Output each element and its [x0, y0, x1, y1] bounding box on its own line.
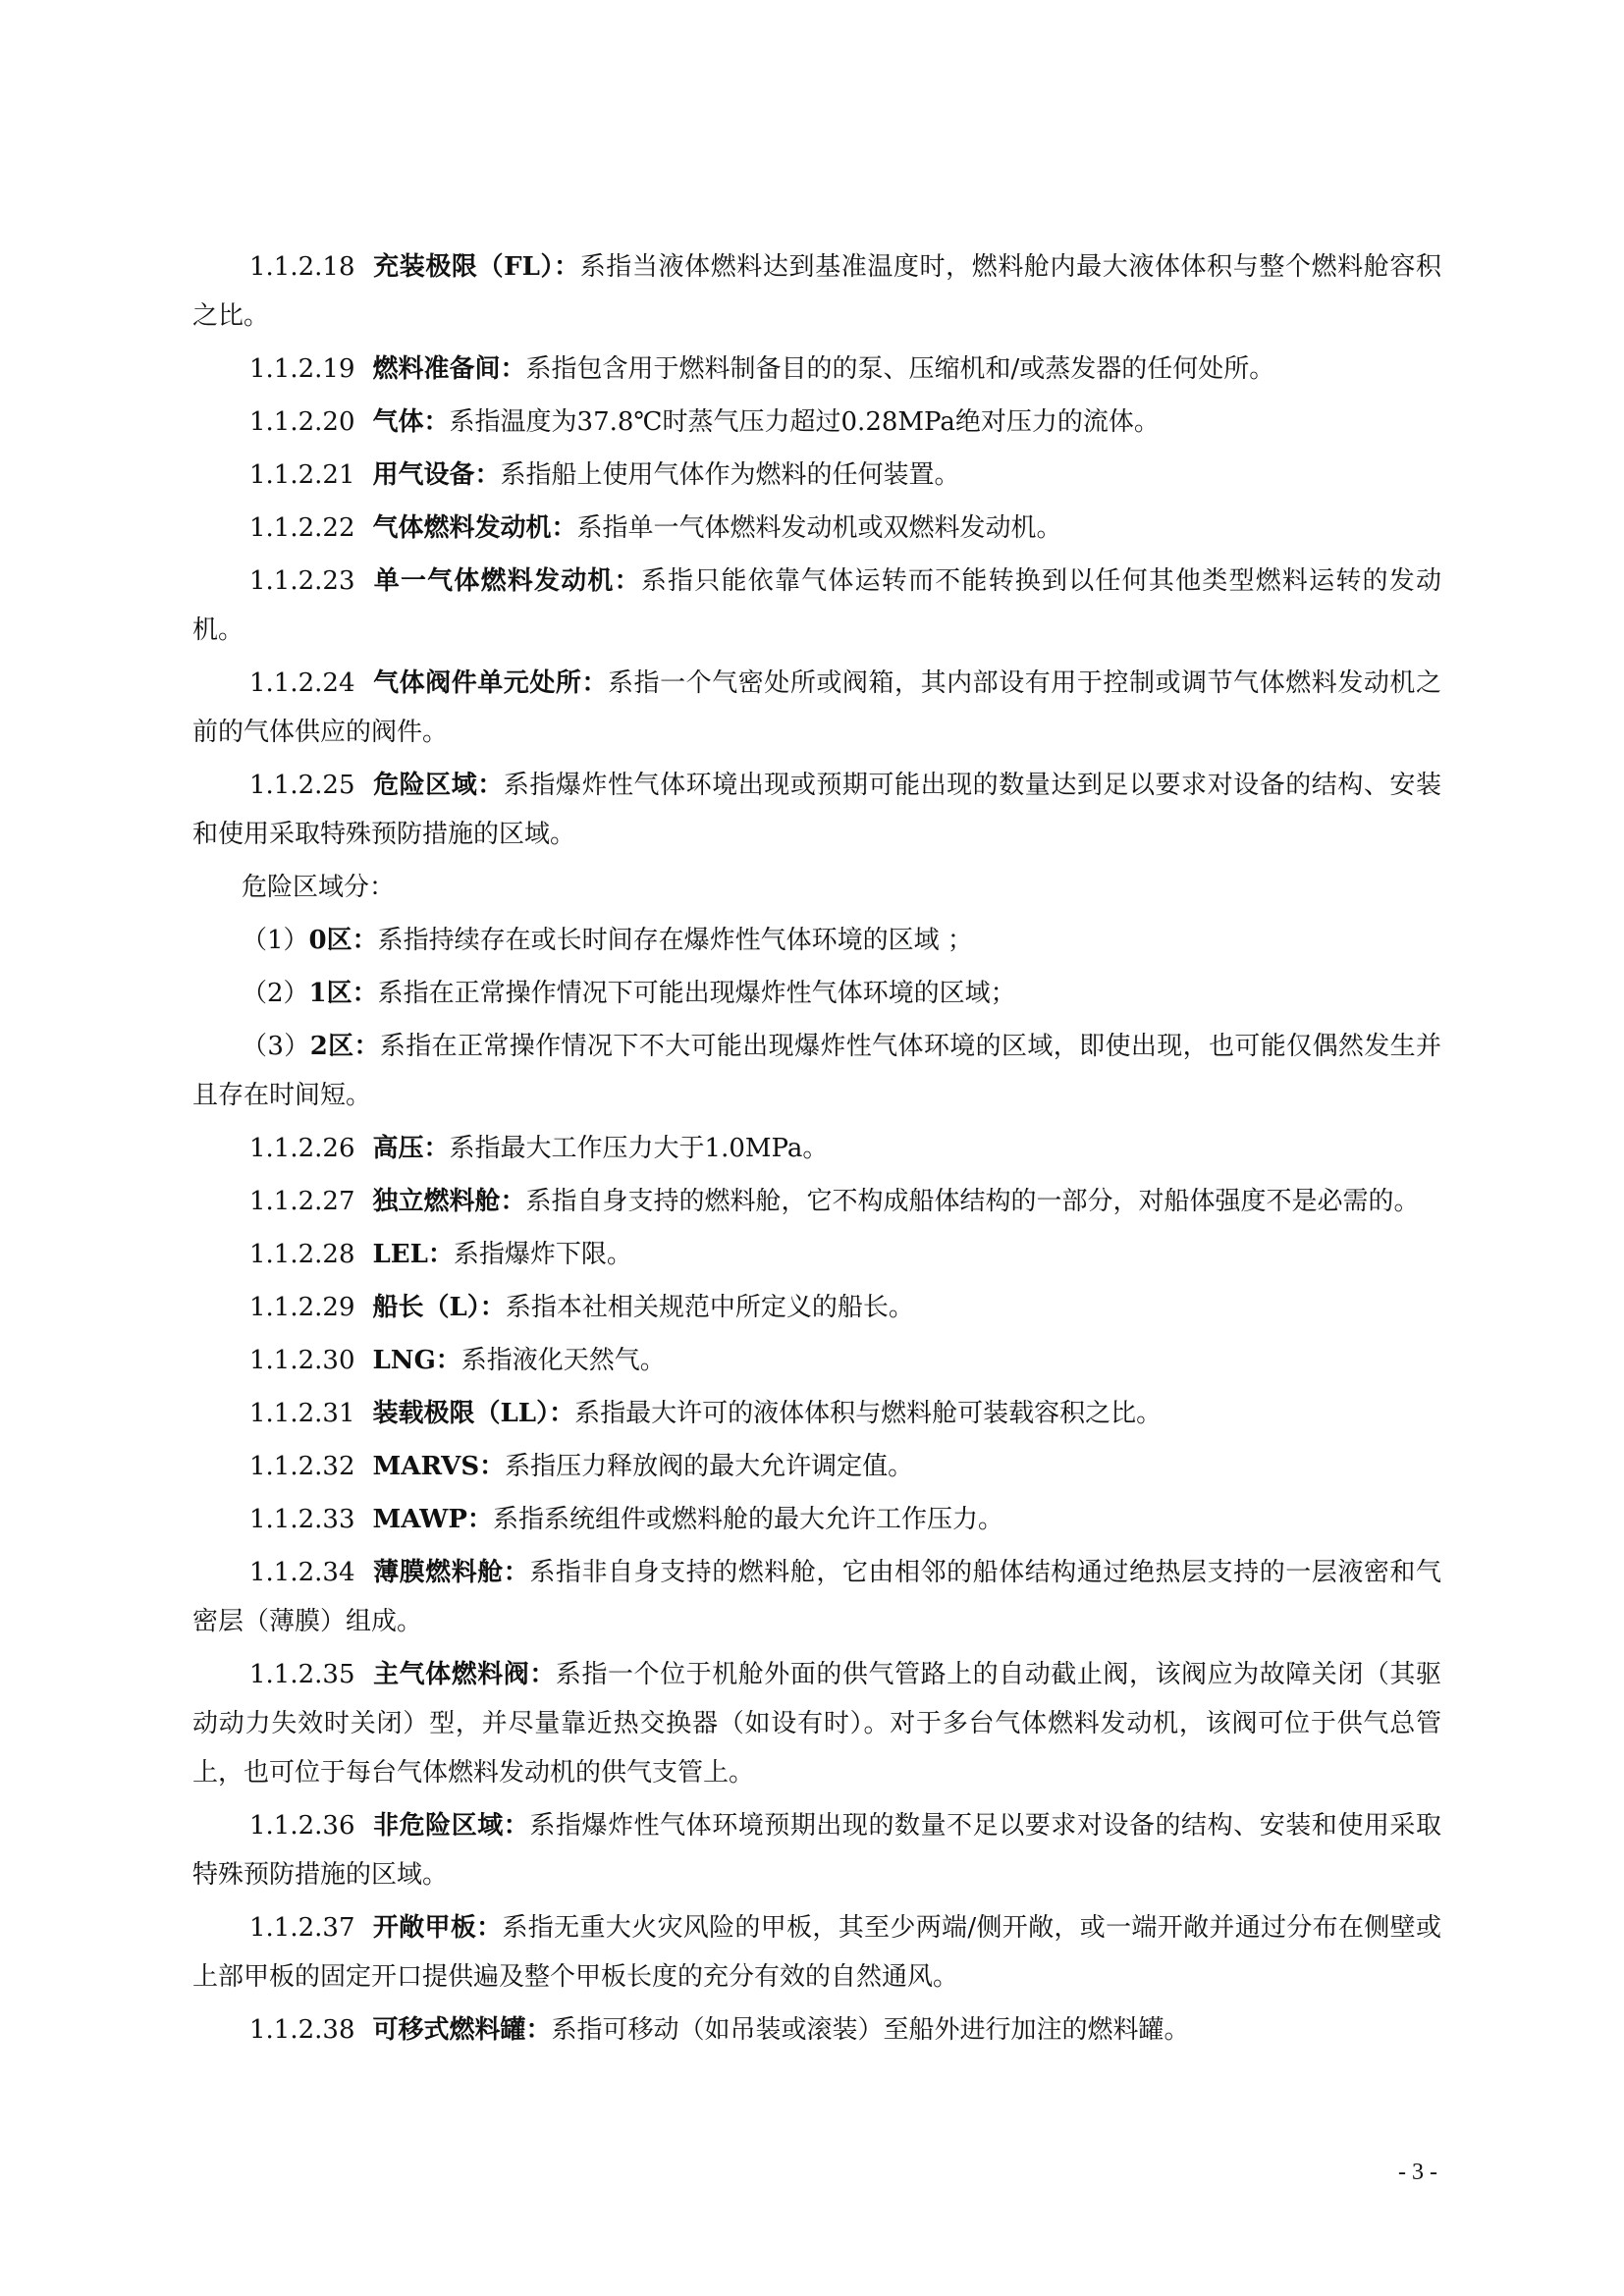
- definition-paragraph: [192, 398, 1441, 447]
- clause-number: 1.1.2.26: [249, 1134, 355, 1163]
- definition-paragraph: [192, 1283, 1441, 1332]
- defined-term: 高压：: [372, 1134, 450, 1163]
- defined-term: 开敞甲板：: [372, 1913, 503, 1943]
- definition-text: 系指非自身支持的燃料舱，它由相邻的船体结构通过绝热层支持的一层液密和气密层（薄膜）组成。: [192, 1558, 1441, 1636]
- clause-number: 1.1.2.19: [249, 354, 355, 384]
- defined-term: 燃料准备间：: [372, 354, 526, 384]
- clause-number: 1.1.2.21: [249, 460, 355, 490]
- page-number: - 3 -: [1398, 2160, 1437, 2185]
- clause-number: 1.1.2.34: [249, 1558, 355, 1587]
- definition-text: 系指一个位于机舱外面的供气管路上的自动截止阀，该阀应为故障关闭（其驱动动力失效时关闭）型，并尽量靠近热交换器（如设有时）。对于多台气体燃料发动机，该阀可位于供气总管上，也可位于每台气体燃料发动机的供气支管上。: [192, 1660, 1441, 1788]
- definition-paragraph: [192, 1650, 1441, 1797]
- definition-paragraph: [192, 242, 1441, 341]
- definition-paragraph: [192, 1801, 1441, 1899]
- clause-number: 1.1.2.24: [249, 668, 355, 698]
- zone-text: 系指在正常操作情况下可能出现爆炸性气体环境的区域；: [377, 979, 1016, 1008]
- definition-text: 系指只能依靠气体运转而不能转换到以任何其他类型燃料运转的发动机。: [192, 566, 1441, 645]
- defined-term: 充装极限（FL）：: [372, 252, 580, 282]
- zones-intro: 危险区域分：: [242, 873, 396, 902]
- clause-number: 1.1.2.22: [249, 513, 355, 543]
- definition-text: 系指爆炸性气体环境出现或预期可能出现的数量达到足以要求对设备的结构、安装和使用采取特殊预防措施的区域。: [192, 771, 1441, 849]
- definition-paragraph: [192, 761, 1441, 859]
- zone-item: [192, 969, 1441, 1018]
- definition-text: 系指最大许可的液体体积与燃料舱可装载容积之比。: [574, 1399, 1163, 1428]
- definition-paragraph: [192, 1389, 1441, 1438]
- definition-paragraph: [192, 1903, 1441, 2002]
- clause-number: 1.1.2.31: [249, 1399, 355, 1428]
- zone-number: （2）: [242, 979, 309, 1008]
- defined-term: 气体阀件单元处所：: [372, 668, 608, 698]
- definition-text: 系指爆炸性气体环境预期出现的数量不足以要求对设备的结构、安装和使用采取特殊预防措施的区域。: [192, 1811, 1441, 1890]
- defined-term: 船长（L）：: [372, 1293, 506, 1322]
- clause-number: 1.1.2.23: [249, 566, 355, 596]
- definition-text: 系指当液体燃料达到基准温度时，燃料舱内最大液体体积与整个燃料舱容积之比。: [192, 252, 1441, 331]
- defined-term: 用气设备：: [372, 460, 501, 490]
- zone-text: 系指在正常操作情况下不大可能出现爆炸性气体环境的区域，即使出现，也可能仅偶然发生并且存在时间短。: [192, 1032, 1442, 1110]
- zone-term: 2区：: [309, 1032, 380, 1061]
- definition-paragraph: [192, 1124, 1441, 1173]
- definition-text: 系指可移动（如吊装或滚装）至船外进行加注的燃料罐。: [551, 2015, 1190, 2045]
- zone-number: （3）: [242, 1032, 310, 1061]
- zone-item: [192, 916, 1441, 965]
- clause-number: 1.1.2.30: [249, 1346, 355, 1375]
- definition-paragraph: [192, 345, 1441, 394]
- clause-number: 1.1.2.35: [249, 1660, 355, 1689]
- definition-text: 系指压力释放阀的最大允许调定值。: [505, 1452, 914, 1481]
- definition-text: 系指无重大火灾风险的甲板，其至少两端/侧开敞，或一端开敞并通过分布在侧壁或上部甲板的固定开口提供遍及整个甲板长度的充分有效的自然通风。: [192, 1913, 1441, 1992]
- defined-term: MAWP：: [372, 1505, 493, 1534]
- definition-text: 系指包含用于燃料制备目的的泵、压缩机和/或蒸发器的任何处所。: [525, 354, 1275, 384]
- definition-text: 系指本社相关规范中所定义的船长。: [505, 1293, 914, 1322]
- definition-paragraph: [192, 557, 1441, 655]
- defined-term: 薄膜燃料舱：: [372, 1558, 530, 1587]
- clause-number: 1.1.2.33: [249, 1505, 355, 1534]
- defined-term: LNG：: [372, 1346, 461, 1375]
- definition-text: 系指单一气体燃料发动机或双燃料发动机。: [576, 513, 1062, 543]
- definition-paragraph: [192, 1177, 1441, 1226]
- definition-paragraph: [192, 1548, 1441, 1646]
- definition-paragraph: [192, 659, 1441, 757]
- clause-number: 1.1.2.29: [249, 1293, 355, 1322]
- defined-term: 非危险区域：: [372, 1811, 530, 1841]
- definition-paragraph: [192, 2005, 1441, 2055]
- definition-text: 系指自身支持的燃料舱，它不构成船体结构的一部分，对船体强度不是必需的。: [525, 1187, 1420, 1216]
- clause-number: 1.1.2.27: [249, 1187, 355, 1216]
- defined-term: LEL：: [372, 1240, 454, 1269]
- definition-paragraph: [192, 451, 1441, 500]
- defined-term: 独立燃料舱：: [372, 1187, 526, 1216]
- clause-number: 1.1.2.32: [249, 1452, 355, 1481]
- definition-text: 系指温度为37.8℃时蒸气压力超过0.28MPa绝对压力的流体。: [449, 407, 1160, 437]
- defined-term: 气体：: [372, 407, 450, 437]
- definition-text: 系指爆炸下限。: [453, 1240, 632, 1269]
- definition-text: 系指一个气密处所或阀箱，其内部设有用于控制或调节气体燃料发动机之前的气体供应的阀件。: [192, 668, 1441, 747]
- clause-number: 1.1.2.38: [249, 2015, 355, 2045]
- defined-term: 气体燃料发动机：: [372, 513, 577, 543]
- zone-text: 系指持续存在或长时间存在爆炸性气体环境的区域 ；: [377, 926, 973, 955]
- zone-number: （1）: [242, 926, 309, 955]
- clause-number: 1.1.2.20: [249, 407, 355, 437]
- defined-term: 单一气体燃料发动机：: [372, 566, 641, 596]
- zone-item: [192, 1022, 1441, 1120]
- defined-term: 危险区域：: [372, 771, 504, 800]
- defined-term: 装载极限（LL）：: [372, 1399, 575, 1428]
- zone-term: 0区：: [308, 926, 378, 955]
- definition-text: 系指船上使用气体作为燃料的任何装置。: [500, 460, 960, 490]
- clause-number: 1.1.2.36: [249, 1811, 355, 1841]
- clause-number: 1.1.2.25: [249, 771, 355, 800]
- definition-paragraph: [192, 1495, 1441, 1544]
- zone-term: 1区：: [308, 979, 378, 1008]
- definition-paragraph: [192, 504, 1441, 553]
- definition-paragraph: [192, 1230, 1441, 1279]
- document-body: [192, 242, 1441, 2058]
- clause-number: 1.1.2.28: [249, 1240, 355, 1269]
- defined-term: 可移式燃料罐：: [372, 2015, 552, 2045]
- definition-text: 系指系统组件或燃料舱的最大允许工作压力。: [492, 1505, 1003, 1534]
- definition-text: 系指液化天然气。: [460, 1346, 666, 1375]
- clause-number: 1.1.2.37: [249, 1913, 355, 1943]
- definition-paragraph: [192, 1336, 1441, 1385]
- defined-term: 主气体燃料阀：: [372, 1660, 556, 1689]
- defined-term: MARVS：: [372, 1452, 506, 1481]
- clause-number: 1.1.2.18: [249, 252, 355, 282]
- definition-text: 系指最大工作压力大于1.0MPa。: [449, 1134, 829, 1163]
- definition-paragraph: [192, 1442, 1441, 1491]
